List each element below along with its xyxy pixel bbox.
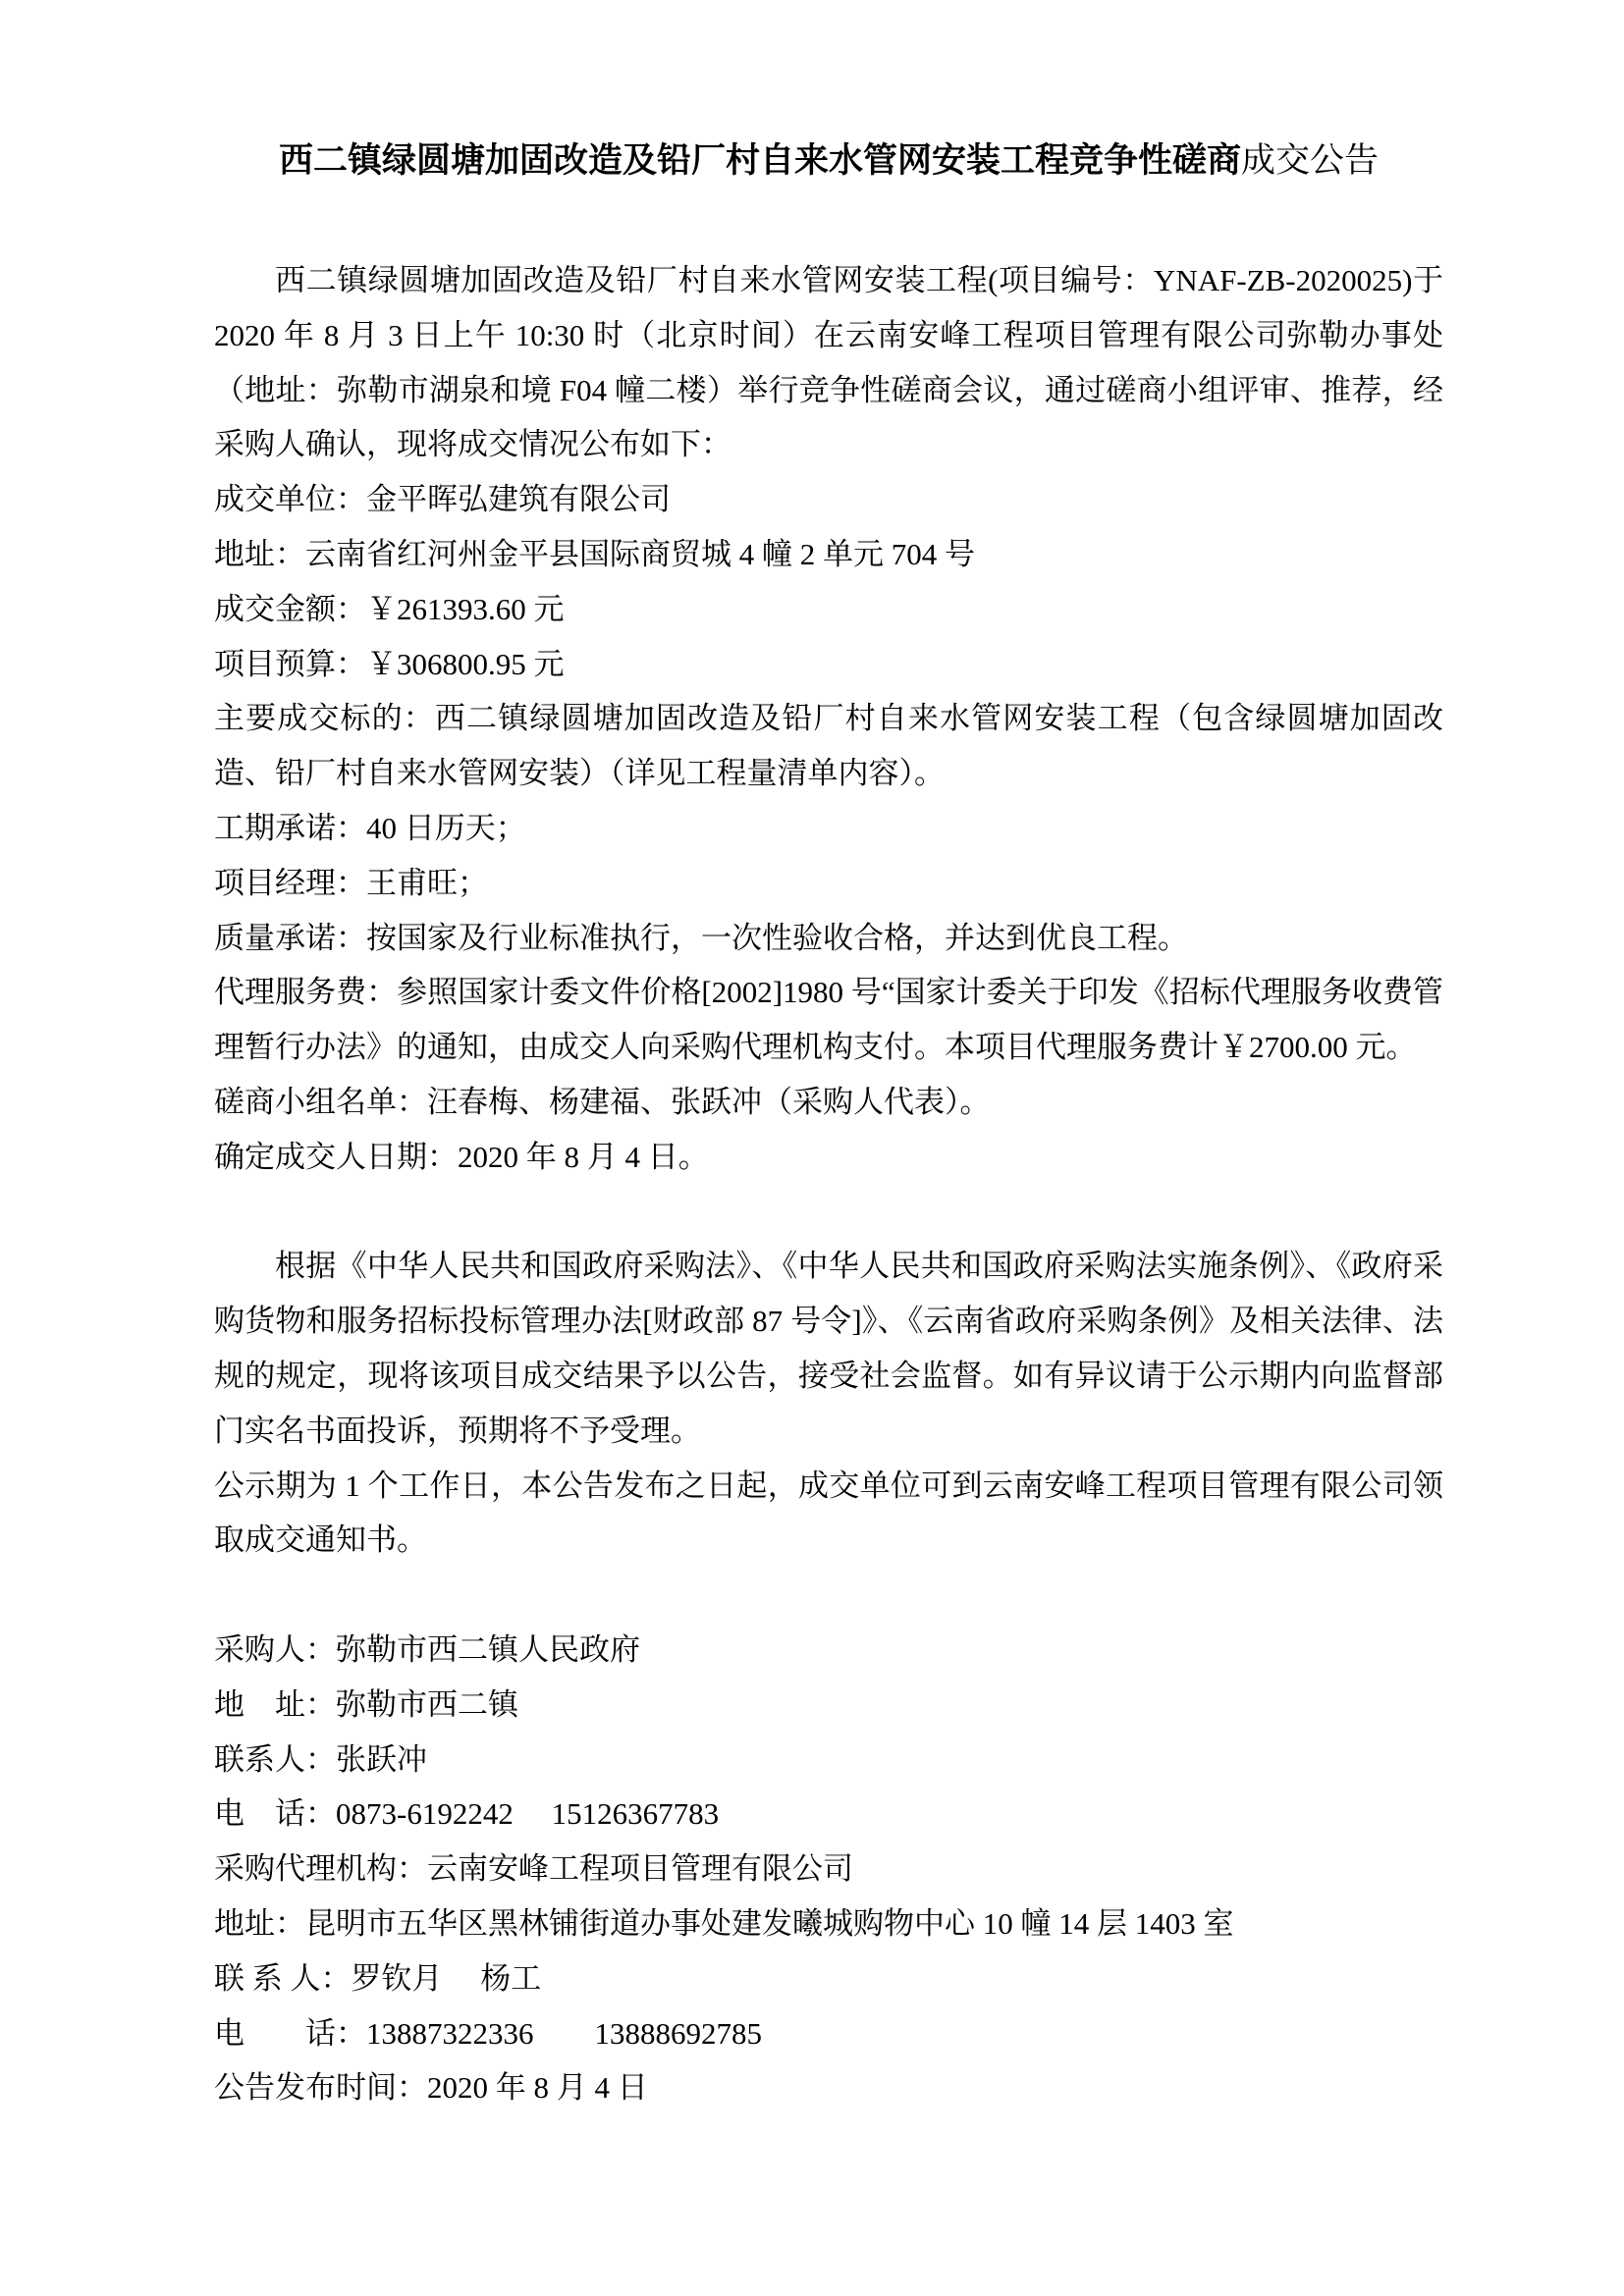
detail-construction-period: 工期承诺：40 日历天； [214, 810, 526, 845]
title-project-name: 西二镇绿圆塘加固改造及铅厂村自来水管网安装工程竞争性磋商 [278, 141, 1241, 180]
contact-block [214, 1623, 1443, 2115]
title-suffix: 成交公告 [1241, 141, 1380, 180]
document-content [214, 139, 1451, 2115]
intro-paragraph: 西二镇绿圆塘加固改造及铅厂村自来水管网安装工程(项目编号：YNAF-ZB-2020025)于 2020 年 8 月 3 日上午 10:30 时（北京时间）在云南安峰工程项目管理有限公司弥勒办事处（地址：弥勒市湖泉和境 F04 幢二楼）举行竞争性磋商会议，通过磋商小组评审、推荐，经采购人确认，现将成交情况公布如下： [214, 263, 1451, 462]
detail-award-amount: 成交金额：￥261393.60 元 [214, 591, 565, 626]
detail-agency-fee: 代理服务费：参照国家计委文件价格[2002]1980 号“国家计委关于印发《招标代理服务收费管理暂行办法》的通知，由成交人向采购代理机构支付。本项目代理服务费计￥2700.00 元。 [214, 975, 1443, 1065]
publish-date: 公告发布时间：2020 年 8 月 4 日 [214, 2070, 648, 2106]
detail-project-manager: 项目经理：王甫旺； [214, 865, 488, 900]
legal-paragraph: 根据《中华人民共和国政府采购法》、《中华人民共和国政府采购法实施条例》、《政府采购货物和服务招标投标管理办法[财政部 87 号令]》、《云南省政府采购条例》及相关法律、法规的规定，现将该项目成交结果予以公告，接受社会监督。如有异议请于公示期内向监督部门实名书面投诉，预期将不予受理。 [214, 1249, 1443, 1448]
contact-agency-person: 联 系 人：罗钦月 杨工 [214, 1960, 542, 1996]
publicity-period-paragraph: 公示期为 1 个工作日，本公告发布之日起，成交单位可到云南安峰工程项目管理有限公司领取成交通知书。 [214, 1468, 1443, 1558]
detail-supplier-address: 地址：云南省红河州金平县国际商贸城 4 幢 2 单元 704 号 [214, 536, 975, 571]
detail-panel-members: 磋商小组名单：汪春梅、杨建福、张跃冲（采购人代表）。 [214, 1084, 991, 1119]
contact-purchaser-phone: 电 话：0873-6192242 15126367783 [214, 1796, 720, 1832]
detail-quality-commitment: 质量承诺：按国家及行业标准执行，一次性验收合格，并达到优良工程。 [214, 920, 1188, 955]
contact-agency-address: 地址：昆明市五华区黑林铺街道办事处建发曦城购物中心 10 幢 14 层 1403 室 [214, 1905, 1234, 1941]
contact-purchaser-person: 联系人：张跃冲 [214, 1741, 427, 1777]
page-title [214, 139, 1443, 183]
contact-agency-phone: 电 话：13887322336 13888692785 [214, 2015, 762, 2051]
detail-award-date: 确定成交人日期：2020 年 8 月 4 日。 [214, 1139, 709, 1174]
detail-project-budget: 项目预算：￥306800.95 元 [214, 646, 565, 681]
contact-agency: 采购代理机构：云南安峰工程项目管理有限公司 [214, 1851, 853, 1887]
detail-award-subject: 主要成交标的：西二镇绿圆塘加固改造及铅厂村自来水管网安装工程（包含绿圆塘加固改造、铅厂村自来水管网安装）（详见工程量清单内容）。 [214, 701, 1443, 791]
detail-award-supplier: 成交单位：金平晖弘建筑有限公司 [214, 482, 671, 517]
contact-purchaser-address: 地 址：弥勒市西二镇 [214, 1686, 518, 1722]
contact-purchaser: 采购人：弥勒市西二镇人民政府 [214, 1631, 640, 1667]
